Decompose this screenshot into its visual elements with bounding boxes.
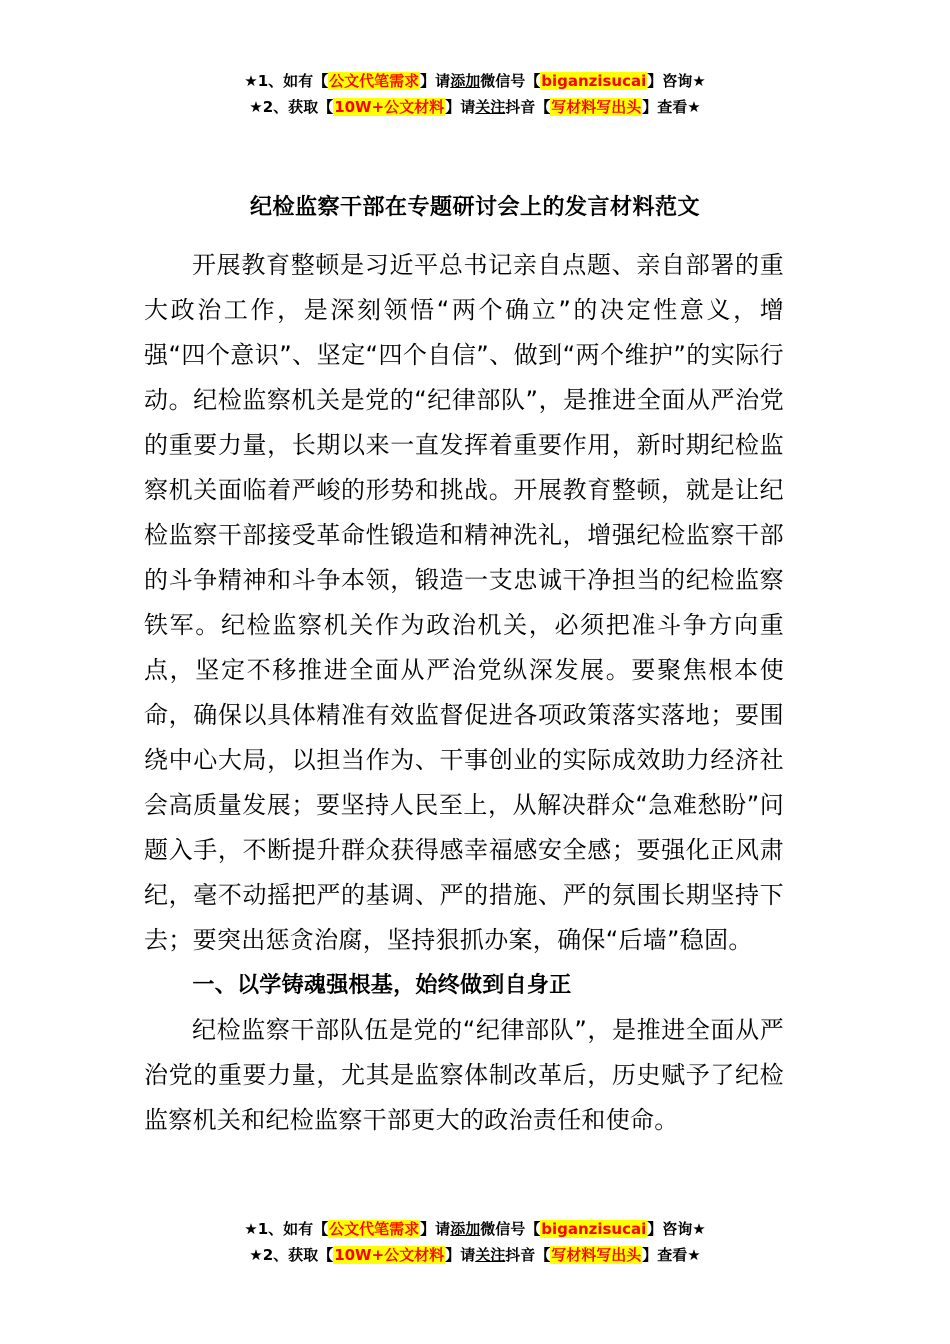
- banner-text: 】咨询★: [647, 1220, 706, 1238]
- banner-text: ★1、如有【: [244, 1220, 329, 1238]
- paragraph-2: 纪检监察干部队伍是党的“纪律部队”，是推进全面从严治党的重要力量，尤其是监察体制改革后，历史赋予了纪检监察机关和纪检监察干部更大的政治责任和使命。: [144, 1016, 784, 1134]
- banner-text: 微信号【: [480, 72, 541, 90]
- banner-text: 】查看★: [642, 1246, 701, 1264]
- wechat-id-highlight: biganzisucai: [541, 72, 647, 90]
- underlined-text: 添加: [450, 72, 481, 90]
- underlined-text: 添加: [450, 1220, 481, 1238]
- highlight-text: 公文代笔需求: [329, 1220, 420, 1238]
- banner-text: 】请: [420, 72, 451, 90]
- banner-line-1: [0, 1216, 950, 1242]
- document-title: 纪检监察干部在专题研讨会上的发言材料范文: [249, 195, 700, 220]
- banner-line-1: [0, 68, 950, 94]
- douyin-account-highlight: 写材料写出头: [551, 1246, 642, 1264]
- paragraph-1: 开展教育整顿是习近平总书记亲自点题、亲自部署的重大政治工作，是深刻领悟“两个确立”的决定性意义，增强“四个意识”、坚定“四个自信”、做到“两个维护”的实际行动。纪检监察机关是党的“纪律部队”，是推进全面从严治党的重要力量，长期以来一直发挥着重要作用，新时期纪检监察机关面临着严峻的形势和挑战。开展教育整顿，就是让纪检监察干部接受革命性锻造和精神洗礼，增强纪检监察干部的斗争精神和斗争本领，锻造一支忠诚干净担当的纪检监察铁军。纪检监察机关作为政治机关，必须把准斗争方向重点，坚定不移推进全面从严治党纵深发展。要聚焦根本使命，确保以具体精准有效监督促进各项政策落实落地；要围绕中心大局，以担当作为、干事创业的实际成效助力经济社会高质量发展；要坚持人民至上，从解决群众“急难愁盼”问题入手，不断提升群众获得感幸福感安全感；要强化正风肃纪，毫不动摇把严的基调、严的措施、严的氛围长期坚持下去；要突出惩贪治腐，坚持狠抓办案，确保“后墙”稳固。: [144, 251, 784, 954]
- banner-text: 】查看★: [642, 98, 701, 116]
- section-heading-1: 一、以学铸魂强根基，始终做到自身正: [192, 973, 572, 998]
- banner-text: ★2、获取【: [249, 1246, 334, 1264]
- highlight-text: 10W+公文材料: [334, 1246, 445, 1264]
- banner-text: 抖音【: [505, 1246, 551, 1264]
- banner-line-2: [0, 94, 950, 120]
- highlight-text: 公文代笔需求: [329, 72, 420, 90]
- banner-text: 微信号【: [480, 1220, 541, 1238]
- banner-text: 】请: [445, 98, 476, 116]
- banner-text: 】请: [420, 1220, 451, 1238]
- banner-text: 】咨询★: [647, 72, 706, 90]
- banner-text: ★1、如有【: [244, 72, 329, 90]
- document-body: [144, 243, 784, 1143]
- banner-line-2: [0, 1242, 950, 1268]
- bottom-banner: [0, 1216, 950, 1268]
- banner-text: 】请: [445, 1246, 476, 1264]
- underlined-text: 关注: [475, 98, 506, 116]
- underlined-text: 关注: [475, 1246, 506, 1264]
- douyin-account-highlight: 写材料写出头: [551, 98, 642, 116]
- highlight-text: 10W+公文材料: [334, 98, 445, 116]
- wechat-id-highlight: biganzisucai: [541, 1220, 647, 1238]
- top-banner: [0, 68, 950, 120]
- banner-text: ★2、获取【: [249, 98, 334, 116]
- banner-text: 抖音【: [505, 98, 551, 116]
